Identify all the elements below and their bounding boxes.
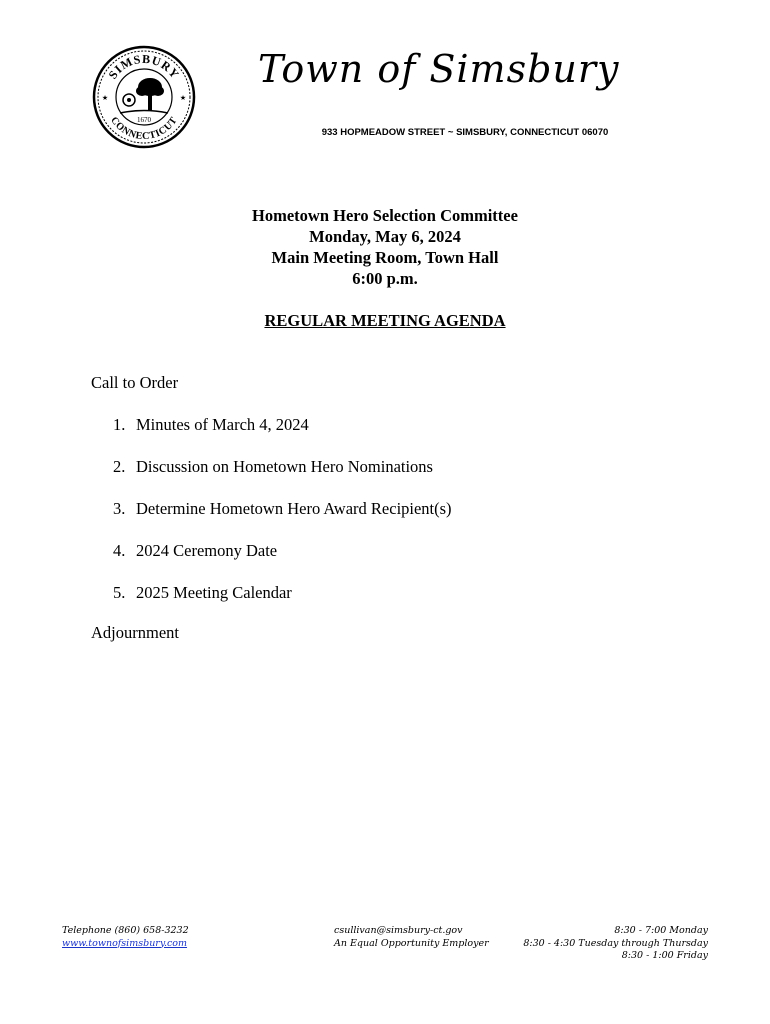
meeting-location: Main Meeting Room, Town Hall [271,248,499,267]
committee-name: Hometown Hero Selection Committee [252,206,518,225]
svg-text:★: ★ [101,94,109,102]
footer-website-link[interactable]: www.townofsimsbury.com [62,937,188,949]
agenda-item [113,499,452,541]
agenda-item-number: 4. [113,541,126,560]
agenda-item-text: Minutes of March 4, 2024 [136,415,309,434]
seal-icon [92,45,196,149]
footer-email-block [334,925,489,950]
agenda-item-text: Discussion on Hometown Hero Nominations [136,457,433,476]
agenda-item [113,583,452,625]
agenda-item-number: 1. [113,415,126,434]
meeting-date: Monday, May 6, 2024 [309,227,461,246]
town-seal-logo [92,45,196,149]
seal-top-text: SIMSBURY [105,51,183,82]
agenda-item [113,541,452,583]
meeting-time: 6:00 p.m. [352,269,418,288]
call-to-order: Call to Order [91,373,179,392]
footer-hours-line: 8:30 - 7:00 Monday [614,925,708,936]
agenda-item-number: 5. [113,583,126,602]
adjournment: Adjournment [91,623,179,642]
agenda-item [113,457,452,499]
meeting-info [185,205,585,289]
agenda-list [113,415,452,625]
footer-hours-line: 8:30 - 1:00 Friday [621,950,708,961]
agenda-item [113,415,452,457]
footer-employer-statement: An Equal Opportunity Employer [334,937,489,949]
agenda-item-text: 2025 Meeting Calendar [136,583,292,602]
agenda-heading: REGULAR MEETING AGENDA [264,311,506,330]
agenda-item-text: Determine Hometown Hero Award Recipient(s) [136,499,452,518]
footer-email: csullivan@simsbury-ct.gov [334,925,463,936]
footer-hours-line: 8:30 - 4:30 Tuesday through Thursday [523,937,708,949]
svg-text:★: ★ [179,94,187,102]
agenda-item-number: 3. [113,499,126,518]
footer-telephone: Telephone (860) 658-3232 [62,925,189,936]
town-address: 933 HOPMEADOW STREET ~ SIMSBURY, CONNECTICUT 06070 [321,127,609,138]
seal-bottom-text: CONNECTICUT [108,115,180,143]
agenda-item-text: 2024 Ceremony Date [136,541,278,560]
agenda-item-number: 2. [113,457,126,476]
footer-hours [523,925,708,963]
seal-year: 1670 [137,116,151,124]
footer-contact [62,925,189,950]
town-title: Town of Simsbury [258,47,620,91]
